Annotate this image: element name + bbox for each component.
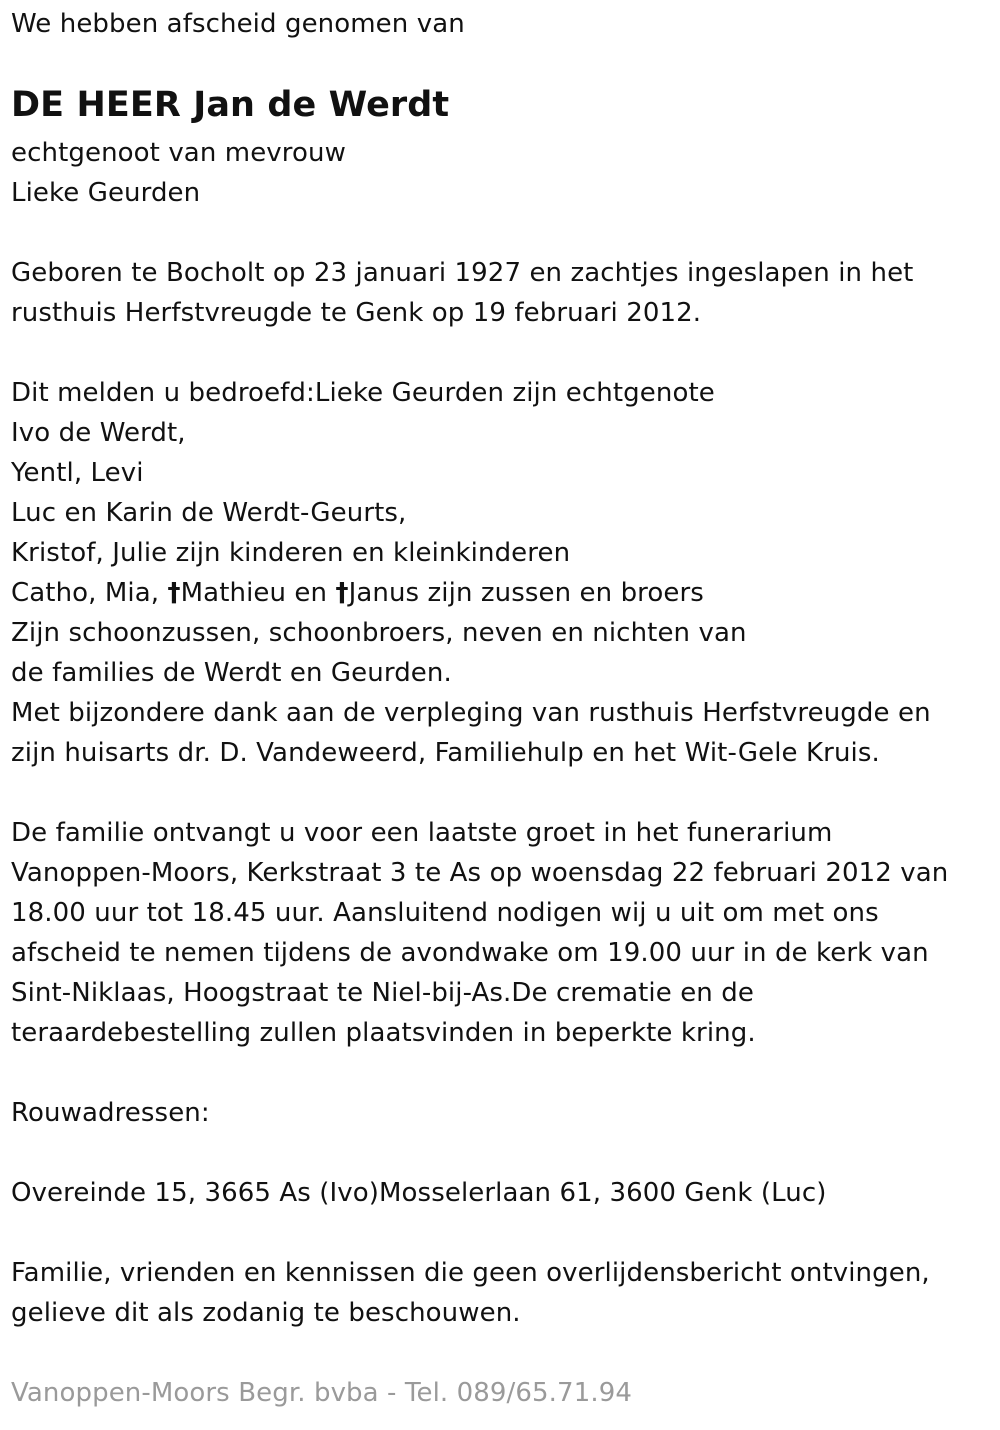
family-line-8: de families de Werdt en Geurden.: [11, 658, 452, 688]
addresses-label: Rouwadressen:: [11, 1098, 210, 1128]
family-line-4: Luc en Karin de Werdt-Geurts,: [11, 498, 407, 528]
birth-line-1: Geboren te Bocholt op 23 januari 1927 en zachtjes ingeslapen in het: [11, 258, 914, 288]
deceased-name-title: DE HEER Jan de Werdt: [11, 85, 450, 125]
spouse-line-2: Lieke Geurden: [11, 178, 201, 208]
siblings-text-c: Janus zijn zussen en broers: [348, 578, 704, 608]
family-line-9: Met bijzondere dank aan de verpleging van rusthuis Herfstvreugde en: [11, 698, 931, 728]
service-line-1: De familie ontvangt u voor een laatste groet in het funerarium: [11, 818, 833, 848]
service-line-5: Sint-Niklaas, Hoogstraat te Niel-bij-As.De crematie en de: [11, 978, 754, 1008]
service-line-4: afscheid te nemen tijdens de avondwake om 19.00 uur in de kerk van: [11, 938, 929, 968]
family-line-7: Zijn schoonzussen, schoonbroers, neven en nichten van: [11, 618, 747, 648]
family-line-2: Ivo de Werdt,: [11, 418, 186, 448]
birth-line-2: rusthuis Herfstvreugde te Genk op 19 februari 2012.: [11, 298, 702, 328]
notice-line-2: gelieve dit als zodanig te beschouwen.: [11, 1298, 521, 1328]
family-line-5: Kristof, Julie zijn kinderen en kleinkinderen: [11, 538, 571, 568]
spouse-line-1: echtgenoot van mevrouw: [11, 138, 346, 168]
siblings-text-a: Catho, Mia,: [11, 578, 168, 608]
intro-text: We hebben afscheid genomen van: [11, 9, 465, 39]
family-line-6: [11, 573, 704, 613]
addresses-value: Overeinde 15, 3665 As (Ivo)Mosselerlaan 61, 3600 Genk (Luc): [11, 1178, 827, 1208]
service-line-3: 18.00 uur tot 18.45 uur. Aansluitend nodigen wij u uit om met ons: [11, 898, 879, 928]
service-line-6: teraardebestelling zullen plaatsvinden in beperkte kring.: [11, 1018, 756, 1048]
notice-line-1: Familie, vrienden en kennissen die geen overlijdensbericht ontvingen,: [11, 1258, 930, 1288]
cross-icon: †: [167, 578, 181, 608]
cross-icon: †: [335, 578, 349, 608]
funeral-home-footer: Vanoppen-Moors Begr. bvba - Tel. 089/65.71.94: [11, 1378, 632, 1408]
siblings-text-b: Mathieu en: [180, 578, 336, 608]
family-line-1: Dit melden u bedroefd:Lieke Geurden zijn echtgenote: [11, 378, 715, 408]
family-line-10: zijn huisarts dr. D. Vandeweerd, Familiehulp en het Wit-Gele Kruis.: [11, 738, 880, 768]
service-line-2: Vanoppen-Moors, Kerkstraat 3 te As op woensdag 22 februari 2012 van: [11, 858, 949, 888]
family-line-3: Yentl, Levi: [11, 458, 144, 488]
